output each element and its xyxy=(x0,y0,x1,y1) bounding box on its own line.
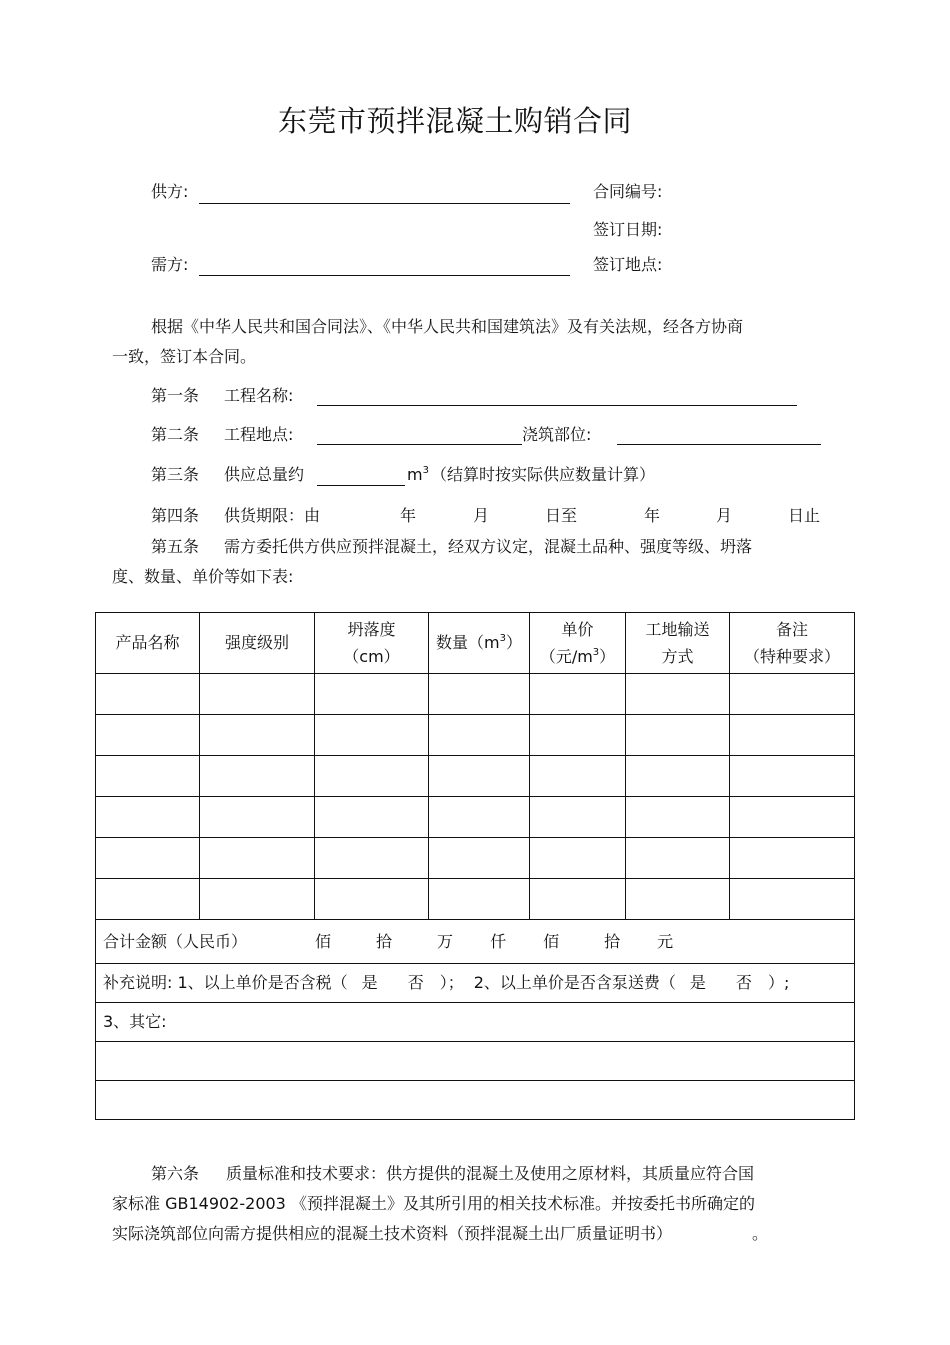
total-amount-label: 合计金额（人民币） xyxy=(103,931,248,951)
header-unit-price: 单价 （元$/m^3$） xyxy=(530,613,626,674)
tax-yes-option: 是 xyxy=(361,973,378,993)
document-title: 东莞市预拌混凝土购销合同 xyxy=(277,104,632,138)
pour-location-blank[interactable] xyxy=(617,444,821,445)
sign-date-label: 签订日期: xyxy=(593,220,663,239)
intro-line-2: 一致，签订本合同。 xyxy=(112,347,257,366)
table-row xyxy=(96,756,855,797)
article-5-line-1: 需方委托供方供应预拌混凝土，经双方议定，混凝土品种、强度等级、坍落 xyxy=(224,537,753,556)
start-month-label: 月 xyxy=(473,506,490,525)
header-strength-grade: 强度级别 xyxy=(200,613,315,674)
start-day-to-label: 日至 xyxy=(545,506,578,525)
article-4-num: 第四条 xyxy=(151,506,200,525)
supplier-label: 供方: xyxy=(151,182,189,201)
table-row xyxy=(96,879,855,920)
pump-yes-option: 是 xyxy=(689,973,706,993)
article-6-line-3-end: 。 xyxy=(752,1224,769,1243)
article-5-num: 第五条 xyxy=(151,537,200,556)
settlement-note: （结算时按实际供应数量计算） xyxy=(431,465,656,484)
table-row xyxy=(96,797,855,838)
article-2-num: 第二条 xyxy=(151,425,200,444)
article-1-num: 第一条 xyxy=(151,386,200,405)
end-day-label: 日止 xyxy=(788,506,821,525)
header-transport: 工地输送 方式 xyxy=(626,613,730,674)
end-month-label: 月 xyxy=(716,506,733,525)
table-row xyxy=(96,838,855,879)
total-amount-cell[interactable]: 合计金额（人民币） 佰 拾 万 仟 佰 拾 元 xyxy=(96,920,855,964)
pump-no-option: 否 xyxy=(735,973,752,993)
header-remark: 备注 （特种要求） xyxy=(730,613,855,674)
article-2-label: 工程地点: xyxy=(224,425,294,444)
total-volume-blank[interactable] xyxy=(317,485,405,486)
article-1-label: 工程名称: xyxy=(224,386,294,405)
contract-no-label: 合同编号: xyxy=(593,182,663,201)
supplier-blank[interactable] xyxy=(199,203,570,204)
other-row xyxy=(96,1003,855,1042)
header-quantity: 数量$(m^3)$ xyxy=(429,613,530,674)
article-6-line-3: 实际浇筑部位向需方提供相应的混凝土技术资料（预拌混凝土出厂质量证明书） xyxy=(112,1224,673,1243)
buyer-label: 需方: xyxy=(151,255,189,274)
article-6-line-2: 家标准 GB14902-2003 《预拌混凝土》及其所引用的相关技术标准。并按委托书所确定的 xyxy=(112,1194,755,1213)
article-3-num: 第三条 xyxy=(151,465,200,484)
start-year-label: 年 xyxy=(400,506,417,525)
project-name-blank[interactable] xyxy=(317,405,797,406)
article-3-label: 供应总量约 xyxy=(224,465,305,484)
table-row xyxy=(96,715,855,756)
article-4-label: 供货期限：由 xyxy=(224,506,321,525)
supplement-cell[interactable]: 补充说明: 1、以上单价是否含税（ 是 否 ）； 2、以上单价是否含泵送费（ 是 否 ）; xyxy=(96,964,855,1003)
supplement-row xyxy=(96,964,855,1003)
product-table xyxy=(95,612,855,1120)
buyer-blank[interactable] xyxy=(199,275,570,276)
table-header-row xyxy=(96,613,855,674)
article-6-line-1: 质量标准和技术要求：供方提供的混凝土及使用之原材料，其质量应符合国 xyxy=(226,1164,755,1183)
other-cell[interactable]: 3、其它: xyxy=(96,1003,855,1042)
project-site-blank[interactable] xyxy=(317,444,522,445)
pour-location-label: 浇筑部位: xyxy=(522,425,592,444)
blank-row xyxy=(96,1081,855,1120)
table-row xyxy=(96,674,855,715)
article-5-line-2: 度、数量、单价等如下表: xyxy=(112,567,294,586)
article-6-num: 第六条 xyxy=(151,1164,200,1183)
header-product-name: 产品名称 xyxy=(96,613,200,674)
intro-line-1: 根据《中华人民共和国合同法》、《中华人民共和国建筑法》及有关法规，经各方协商 xyxy=(151,317,744,336)
blank-row xyxy=(96,1042,855,1081)
volume-unit: $m^3$ xyxy=(407,465,429,484)
end-year-label: 年 xyxy=(644,506,661,525)
header-slump: 坍落度 （cm） xyxy=(315,613,429,674)
sign-place-label: 签订地点: xyxy=(593,255,663,274)
total-amount-row xyxy=(96,920,855,964)
tax-no-option: 否 xyxy=(407,973,424,993)
